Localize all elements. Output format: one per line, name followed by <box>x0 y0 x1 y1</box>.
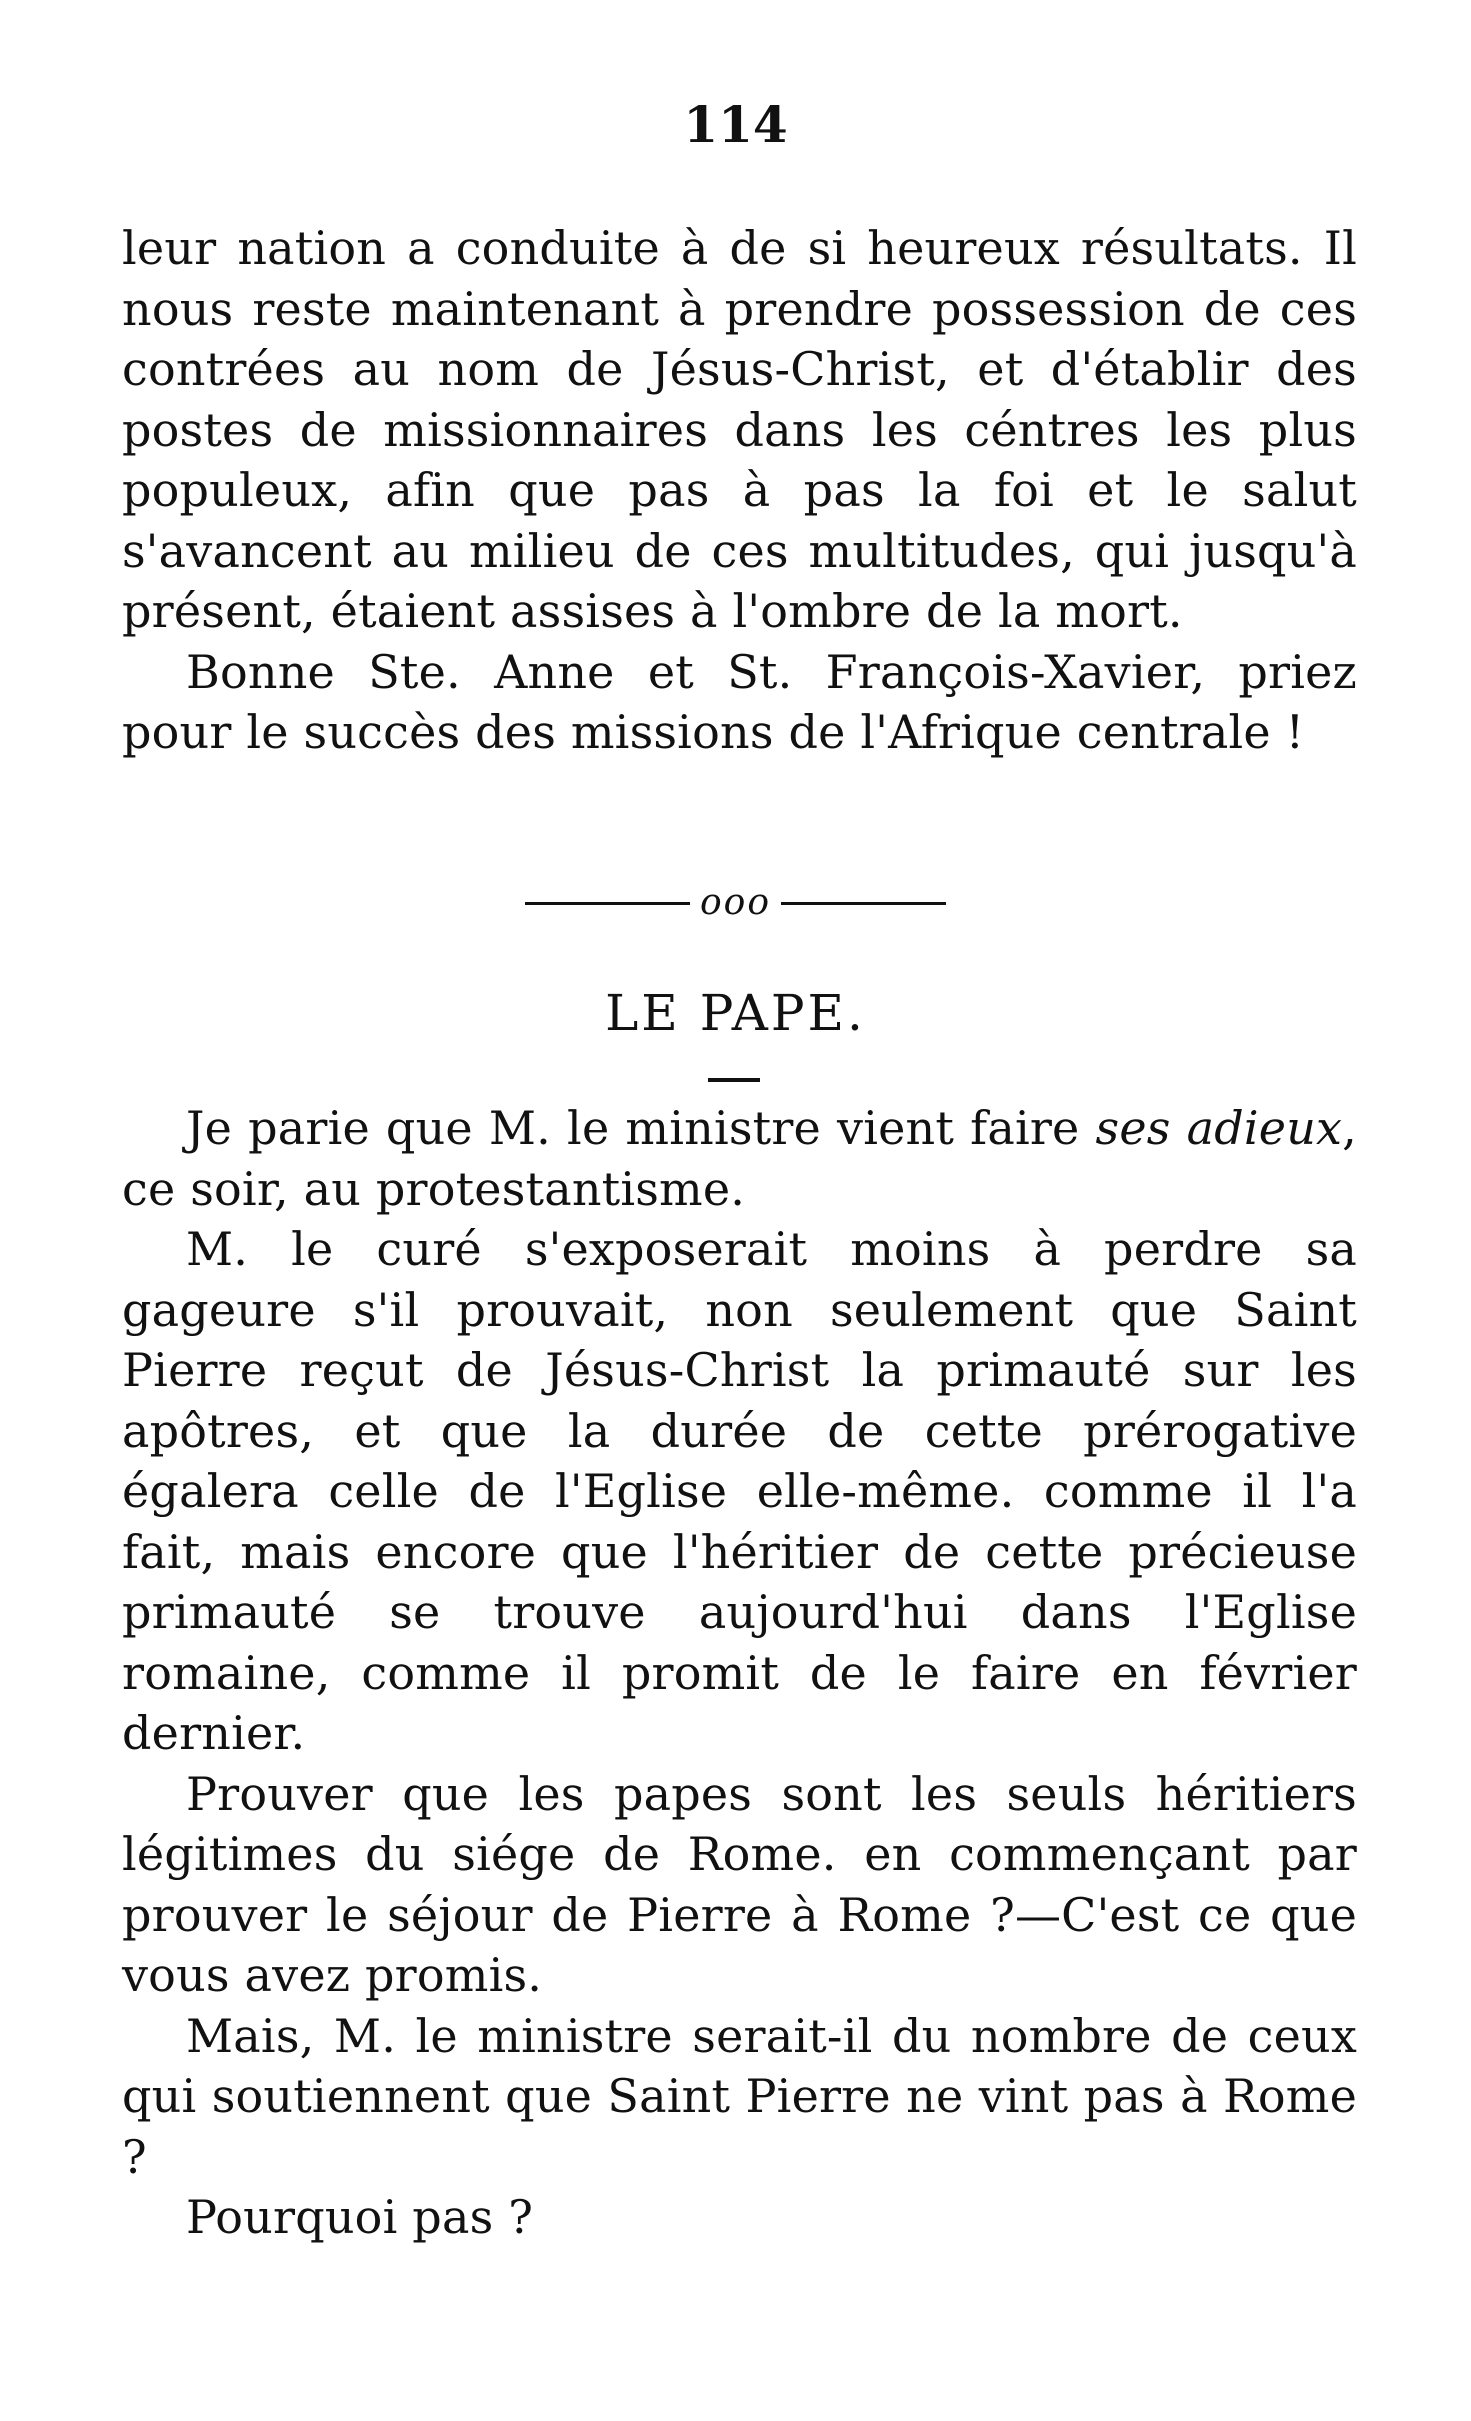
section-paragraph-4: Mais, M. le ministre serait-il du nombre de ceux qui soutiennent que Saint Pierre ne vint pas à Rome ? <box>122 2008 1357 2184</box>
intro-paragraph: leur nation a conduite à de si heureux résultats. Il nous reste maintenant à prendre possession de ces contrées au nom de Jésus-Christ, et d'établir des postes de missionnaires dans les céntres les plus populeux, afin que pas à pas la foi et le salut s'avancent au milieu de ces multitudes, qui jusqu'à présent, étaient assises à l'ombre de la mort. <box>122 221 1357 638</box>
title-underline <box>708 1078 760 1082</box>
intro-prayer-paragraph: Bonne Ste. Anne et St. François-Xavier, priez pour le succès des missions de l'Afrique centrale ! <box>122 644 1357 759</box>
p1-text-after: , ce soir, au protestantisme. <box>122 1101 1357 1216</box>
section-separator <box>0 882 1471 923</box>
section-paragraph-3: Prouver que les papes sont les seuls héritiers légitimes du siége de Rome. en commençant par prouver le séjour de Pierre à Rome ?—C'est ce que vous avez promis. <box>122 1766 1357 2002</box>
section-text <box>122 1098 1357 2248</box>
separator-rule-left <box>525 902 690 905</box>
section-paragraph-1 <box>122 1098 1357 1219</box>
page-number: 114 <box>683 95 788 154</box>
separator-mark: ooo <box>699 882 772 923</box>
section-paragraph-2: M. le curé s'exposerait moins à perdre sa gageure s'il prouvait, non seulement que Saint Pierre reçut de Jésus-Christ la primauté sur les apôtres, et que la durée de cette prérogative égalera celle de l'Eglise elle-même. comme il l'a fait, mais encore que l'héritier de cette précieuse primauté se trouve aujourd'hui dans l'Eglise romaine, comme il promit de le faire en février dernier. <box>122 1222 1357 1760</box>
section-title: LE PAPE. <box>605 984 866 1042</box>
separator-rule-right <box>781 902 946 905</box>
p1-italic-phrase: ses adieux <box>1095 1101 1343 1155</box>
intro-text <box>122 218 1357 763</box>
p1-text-before: Je parie que M. le ministre vient faire <box>186 1101 1096 1155</box>
section-paragraph-5: Pourquoi pas ? <box>186 2190 534 2244</box>
